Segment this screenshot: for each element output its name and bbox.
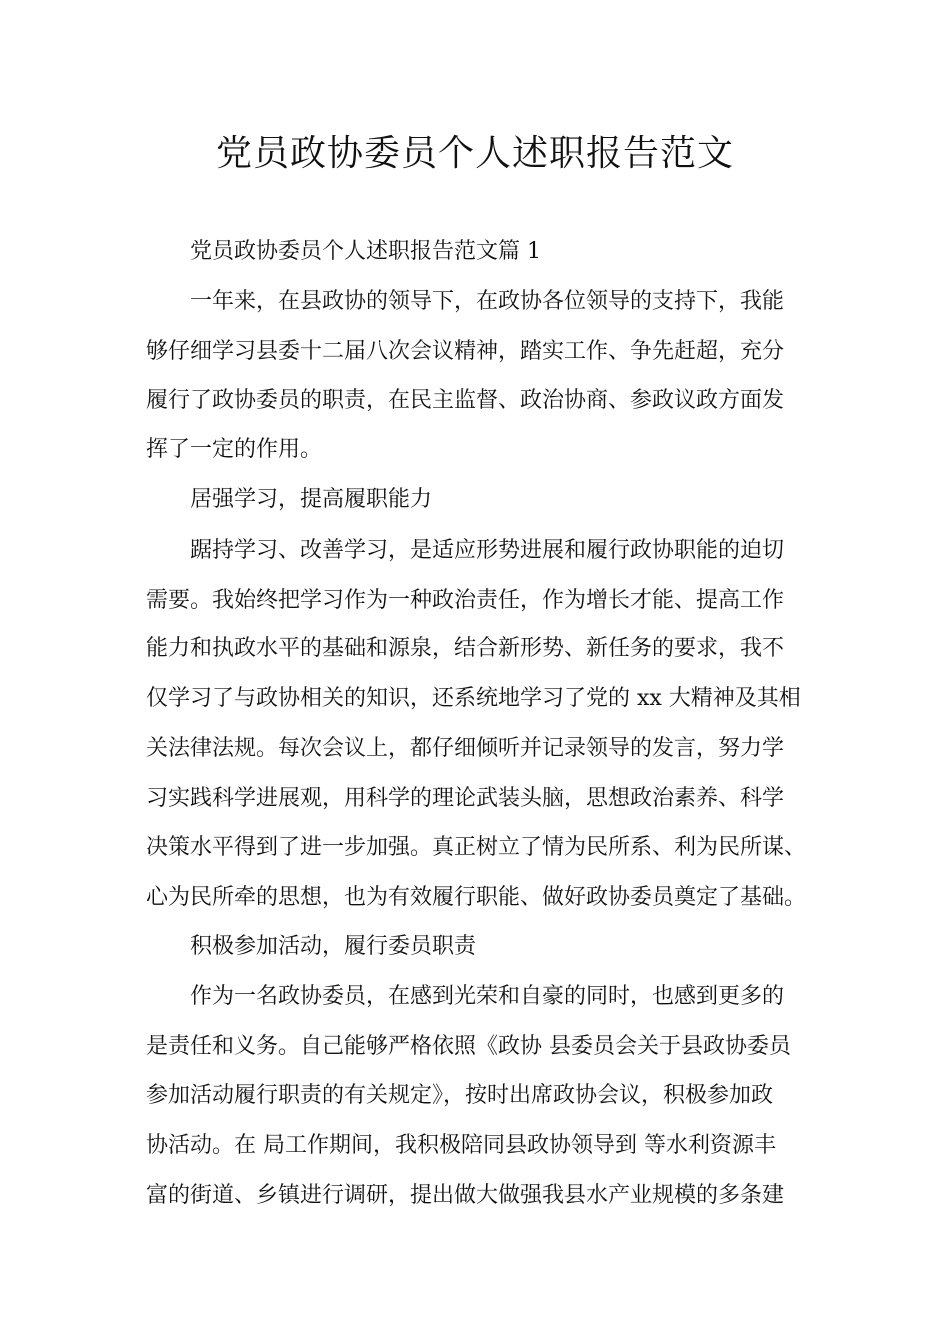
paragraph-line: 习实践科学进展观，用科学的理论武装头脑，思想政治素养、科学 bbox=[146, 786, 785, 811]
paragraph-line: 决策水平得到了进一步加强。真正树立了情为民所系、利为民所谋、 bbox=[146, 835, 807, 860]
paragraph-line: 踞持学习、改善学习，是适应形势进展和履行政协职能的迫切 bbox=[190, 538, 785, 563]
paragraph-line: 能力和执政水平的基础和源泉，结合新形势、新任务的要求，我不 bbox=[146, 636, 785, 661]
paragraph-line: 仅学习了与政协相关的知识，还系统地学习了党的 xx 大精神及其相 bbox=[146, 686, 801, 711]
paragraph-line: 一年来，在县政协的领导下，在政协各位领导的支持下，我能 bbox=[190, 289, 785, 314]
document-title: 党员政协委员个人述职报告范文 bbox=[215, 133, 734, 174]
section-heading: 党员政协委员个人述职报告范文篇 1 bbox=[190, 239, 541, 264]
paragraph-line: 挥了一定的作用。 bbox=[146, 437, 323, 462]
paragraph-line: 协活动。在 局工作期间，我积极陪同县政协领导到 等水利资源丰 bbox=[146, 1133, 776, 1158]
paragraph-line: 是责任和义务。自己能够严格依照《政协 县委员会关于县政协委员 bbox=[146, 1034, 791, 1059]
paragraph-line: 参加活动履行职责的有关规定》，按时出席政协会议，积极参加政 bbox=[146, 1083, 774, 1108]
subheading: 居强学习，提高履职能力 bbox=[190, 487, 433, 512]
subheading: 积极参加活动，履行委员职责 bbox=[190, 934, 477, 959]
paragraph-line: 作为一名政协委员，在感到光荣和自豪的同时，也感到更多的 bbox=[190, 984, 785, 1009]
paragraph-line: 富的街道、乡镇进行调研，提出做大做强我县水产业规模的多条建 bbox=[146, 1183, 785, 1208]
paragraph-line: 心为民所牵的思想，也为有效履行职能、做好政协委员奠定了基础。 bbox=[146, 885, 807, 910]
paragraph-line: 履行了政协委员的职责，在民主监督、政治协商、参政议政方面发 bbox=[146, 388, 785, 413]
paragraph-line: 关法律法规。每次会议上，都仔细倾听并记录领导的发言，努力学 bbox=[146, 736, 785, 761]
paragraph-line: 够仔细学习县委十二届八次会议精神，踏实工作、争先赶超，充分 bbox=[146, 339, 785, 364]
paragraph-line: 需要。我始终把学习作为一种政治责任，作为增长才能、提高工作 bbox=[146, 588, 785, 613]
